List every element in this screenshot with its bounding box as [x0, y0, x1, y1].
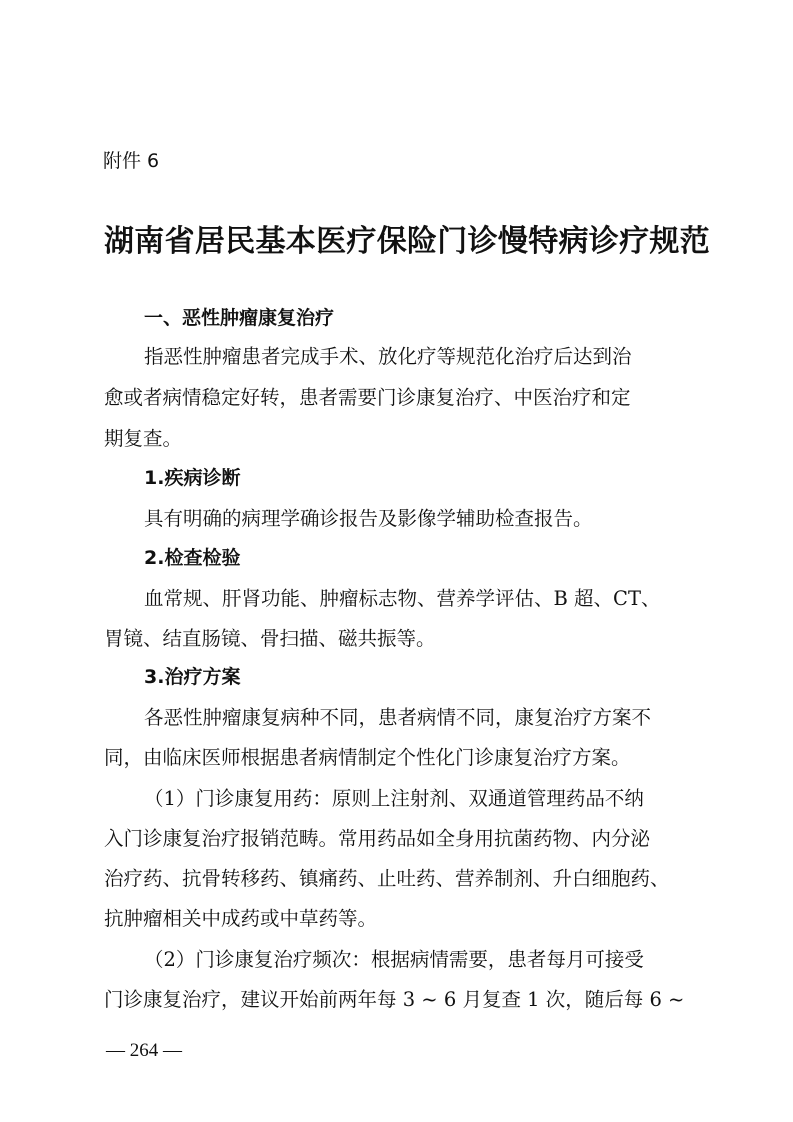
- attachment-label: 附件 6: [103, 150, 160, 172]
- paragraph-line: 同，由临床医师根据患者病情制定个性化门诊康复治疗方案。: [104, 746, 631, 769]
- paragraph-line: 入门诊康复治疗报销范畴。常用药品如全身用抗菌药物、内分泌: [104, 827, 651, 850]
- paragraph-line: 愈或者病情稳定好转，患者需要门诊康复治疗、中医治疗和定: [104, 386, 631, 409]
- subheading-treatment: 3.治疗方案: [144, 666, 241, 688]
- paragraph-line: 指恶性肿瘤患者完成手术、放化疗等规范化治疗后达到治: [144, 345, 632, 368]
- paragraph-line: 各恶性肿瘤康复病种不同，患者病情不同，康复治疗方案不: [144, 706, 652, 729]
- paragraph-line: 抗肿瘤相关中成药或中草药等。: [104, 907, 378, 930]
- paragraph-line: 血常规、肝肾功能、肿瘤标志物、营养学评估、B 超、CT、: [144, 587, 661, 610]
- subheading-diagnosis: 1.疾病诊断: [144, 467, 241, 489]
- paragraph-line: 具有明确的病理学确诊报告及影像学辅助检查报告。: [144, 507, 593, 530]
- paragraph-line: 期复查。: [104, 427, 183, 450]
- paragraph-line: （2）门诊康复治疗频次：根据病情需要，患者每月可接受: [144, 948, 644, 971]
- paragraph-line: （1）门诊康复用药：原则上注射剂、双通道管理药品不纳: [144, 787, 644, 810]
- page-number: — 264 —: [106, 1040, 182, 1061]
- subheading-exam: 2.检查检验: [144, 547, 241, 569]
- section-heading: 一、恶性肿瘤康复治疗: [144, 307, 335, 329]
- document-title: 湖南省居民基本医疗保险门诊慢特病诊疗规范: [104, 224, 710, 259]
- paragraph-line: 胃镜、结直肠镜、骨扫描、磁共振等。: [104, 627, 436, 650]
- paragraph-line: 门诊康复治疗，建议开始前两年每 3 ~ 6 月复查 1 次，随后每 6 ~: [104, 988, 685, 1011]
- paragraph-line: 治疗药、抗骨转移药、镇痛药、止吐药、营养制剂、升白细胞药、: [104, 867, 670, 890]
